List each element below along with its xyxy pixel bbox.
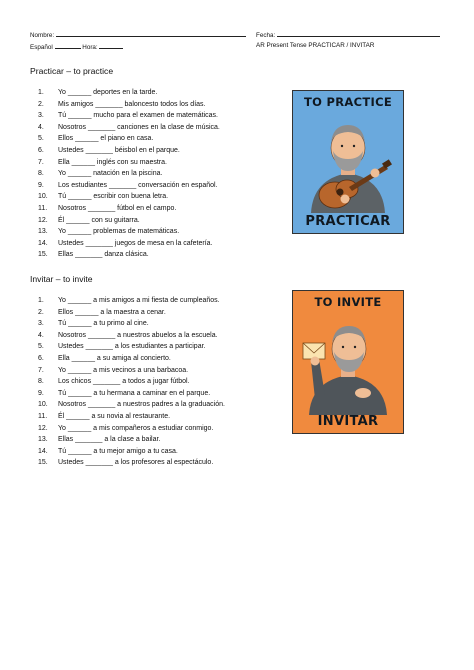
- exercise-item: [30, 226, 280, 238]
- exercise-item: [30, 388, 280, 400]
- exercise-item: [30, 122, 280, 134]
- exercise-item: [30, 457, 280, 469]
- exercise-number: 5.: [38, 343, 44, 351]
- exercise-item: [30, 295, 280, 307]
- exercise-number: 7.: [38, 366, 44, 374]
- exercise-number: 8.: [38, 378, 44, 386]
- invitar-list: [30, 295, 280, 469]
- practicar-card: [292, 90, 404, 234]
- exercise-item: [30, 411, 280, 423]
- exercise-sentence[interactable]: Él ______ con su guitarra.: [58, 216, 140, 224]
- exercise-sentence[interactable]: Ustedes _______ béisbol en el parque.: [58, 146, 180, 154]
- hora-blank[interactable]: [99, 42, 123, 49]
- guitar-player-illustration: [293, 91, 403, 233]
- exercise-sentence[interactable]: Yo ______ a mis vecinos a una barbacoa.: [58, 366, 189, 374]
- exercise-sentence[interactable]: Ellas _______ danza clásica.: [58, 251, 149, 259]
- invitar-card-top-label: TO INVITE: [314, 295, 382, 309]
- exercise-item: [30, 423, 280, 435]
- practicar-card-bottom-label: PRACTICAR: [305, 214, 391, 229]
- exercise-number: 4.: [38, 331, 44, 339]
- exercise-sentence[interactable]: Mis amigos _______ baloncesto todos los días.: [58, 100, 206, 108]
- hora-label: Hora:: [82, 44, 98, 51]
- invitar-card-bottom-label: INVITAR: [317, 414, 379, 429]
- exercise-item: [30, 318, 280, 330]
- exercise-number: 3.: [38, 112, 44, 120]
- worksheet-title: AR Present Tense PRACTICAR / INVITAR: [256, 42, 375, 49]
- exercise-number: 4.: [38, 123, 44, 131]
- exercise-number: 6.: [38, 354, 44, 362]
- exercise-sentence[interactable]: Yo ______ a mis compañeros a estudiar conmigo.: [58, 424, 214, 432]
- exercise-item: [30, 133, 280, 145]
- exercise-item: [30, 168, 280, 180]
- exercise-number: 9.: [38, 181, 44, 189]
- exercise-number: 6.: [38, 146, 44, 154]
- exercise-number: 14.: [38, 239, 48, 247]
- exercise-sentence[interactable]: Tú ______ escribir con buena letra.: [58, 193, 169, 201]
- exercise-number: 10.: [38, 401, 48, 409]
- exercise-number: 13.: [38, 436, 48, 444]
- exercise-sentence[interactable]: Ustedes _______ juegos de mesa en la cafetería.: [58, 239, 213, 247]
- invitation-man-illustration: [293, 291, 403, 433]
- exercise-sentence[interactable]: Tú ______ a tu hermana a caminar en el parque.: [58, 389, 211, 397]
- exercise-item: [30, 157, 280, 169]
- exercise-sentence[interactable]: Tú ______ a tu mejor amigo a tu casa.: [58, 447, 178, 455]
- exercise-item: [30, 99, 280, 111]
- exercise-number: 12.: [38, 424, 48, 432]
- exercise-sentence[interactable]: Nosotros _______ canciones en la clase de música.: [58, 123, 220, 131]
- exercise-item: [30, 330, 280, 342]
- exercise-item: [30, 87, 280, 99]
- exercise-number: 1.: [38, 297, 44, 304]
- practicar-card-top-label: TO PRACTICE: [304, 95, 392, 109]
- exercise-sentence[interactable]: Nosotros _______ fútbol en el campo.: [58, 204, 177, 212]
- exercise-sentence[interactable]: Yo ______ a mis amigos a mi fiesta de cumpleaños.: [58, 297, 220, 304]
- exercise-item: [30, 203, 280, 215]
- espanol-blank[interactable]: [55, 42, 81, 49]
- fecha-label: Fecha:: [256, 32, 276, 39]
- exercise-number: 5.: [38, 135, 44, 143]
- exercise-number: 12.: [38, 216, 48, 224]
- nombre-row: [30, 30, 246, 40]
- exercise-sentence[interactable]: Ustedes _______ a los estudiantes a participar.: [58, 343, 206, 351]
- exercise-number: 9.: [38, 389, 44, 397]
- exercise-number: 2.: [38, 100, 44, 108]
- exercise-sentence[interactable]: Los estudiantes _______ conversación en español.: [58, 181, 218, 189]
- exercise-number: 14.: [38, 447, 48, 455]
- exercise-sentence[interactable]: Ella ______ a su amiga al concierto.: [58, 354, 171, 362]
- exercise-item: [30, 238, 280, 250]
- exercise-sentence[interactable]: Nosotros _______ a nuestros abuelos a la escuela.: [58, 331, 218, 339]
- exercise-number: 13.: [38, 228, 48, 236]
- exercise-sentence[interactable]: Yo ______ deportes en la tarde.: [58, 89, 158, 96]
- exercise-item: [30, 434, 280, 446]
- exercise-number: 7.: [38, 158, 44, 166]
- exercise-item: [30, 446, 280, 458]
- espanol-row: [30, 42, 123, 52]
- exercise-sentence[interactable]: Tú ______ mucho para el examen de matemáticas.: [58, 112, 218, 120]
- exercise-sentence[interactable]: Yo ______ problemas de matemáticas.: [58, 228, 180, 236]
- invitar-card: [292, 290, 404, 434]
- exercise-sentence[interactable]: Ella ______ inglés con su maestra.: [58, 158, 167, 166]
- exercise-item: [30, 180, 280, 192]
- exercise-item: [30, 110, 280, 122]
- exercise-number: 8.: [38, 170, 44, 178]
- practicar-list: [30, 87, 280, 261]
- exercise-item: [30, 307, 280, 319]
- exercise-sentence[interactable]: Él ______ a su novia al restaurante.: [58, 412, 171, 420]
- exercise-item: [30, 191, 280, 203]
- nombre-blank[interactable]: [56, 30, 246, 37]
- exercise-sentence[interactable]: Ellos ______ el piano en casa.: [58, 135, 154, 143]
- exercise-number: 11.: [38, 412, 48, 420]
- exercise-sentence[interactable]: Yo ______ natación en la piscina.: [58, 170, 163, 178]
- invitar-heading: Invitar – to invite: [30, 274, 93, 284]
- exercise-sentence[interactable]: Ustedes _______ a los profesores al espectáculo.: [58, 459, 214, 467]
- exercise-number: 3.: [38, 320, 44, 328]
- practicar-heading: Practicar – to practice: [30, 66, 114, 76]
- exercise-sentence[interactable]: Los chicos _______ a todos a jugar fútbol.: [58, 378, 190, 386]
- exercise-item: [30, 365, 280, 377]
- exercise-item: [30, 376, 280, 388]
- exercise-number: 11.: [38, 204, 48, 212]
- fecha-blank[interactable]: [277, 30, 440, 37]
- fecha-row: [256, 30, 440, 40]
- exercise-sentence[interactable]: Ellos ______ a la maestra a cenar.: [58, 308, 166, 316]
- exercise-item: [30, 249, 280, 261]
- exercise-item: [30, 353, 280, 365]
- exercise-sentence[interactable]: Nosotros _______ a nuestros padres a la graduación.: [58, 401, 225, 409]
- espanol-label: Español: [30, 44, 53, 51]
- exercise-sentence[interactable]: Ellas _______ a la clase a bailar.: [58, 436, 161, 444]
- exercise-item: [30, 145, 280, 157]
- exercise-item: [30, 215, 280, 227]
- exercise-number: 2.: [38, 308, 44, 316]
- exercise-item: [30, 341, 280, 353]
- exercise-number: 1.: [38, 89, 44, 96]
- exercise-number: 10.: [38, 193, 48, 201]
- exercise-number: 15.: [38, 251, 48, 259]
- nombre-label: Nombre:: [30, 32, 55, 39]
- exercise-number: 15.: [38, 459, 48, 467]
- exercise-item: [30, 399, 280, 411]
- exercise-sentence[interactable]: Tú ______ a tu primo al cine.: [58, 320, 149, 328]
